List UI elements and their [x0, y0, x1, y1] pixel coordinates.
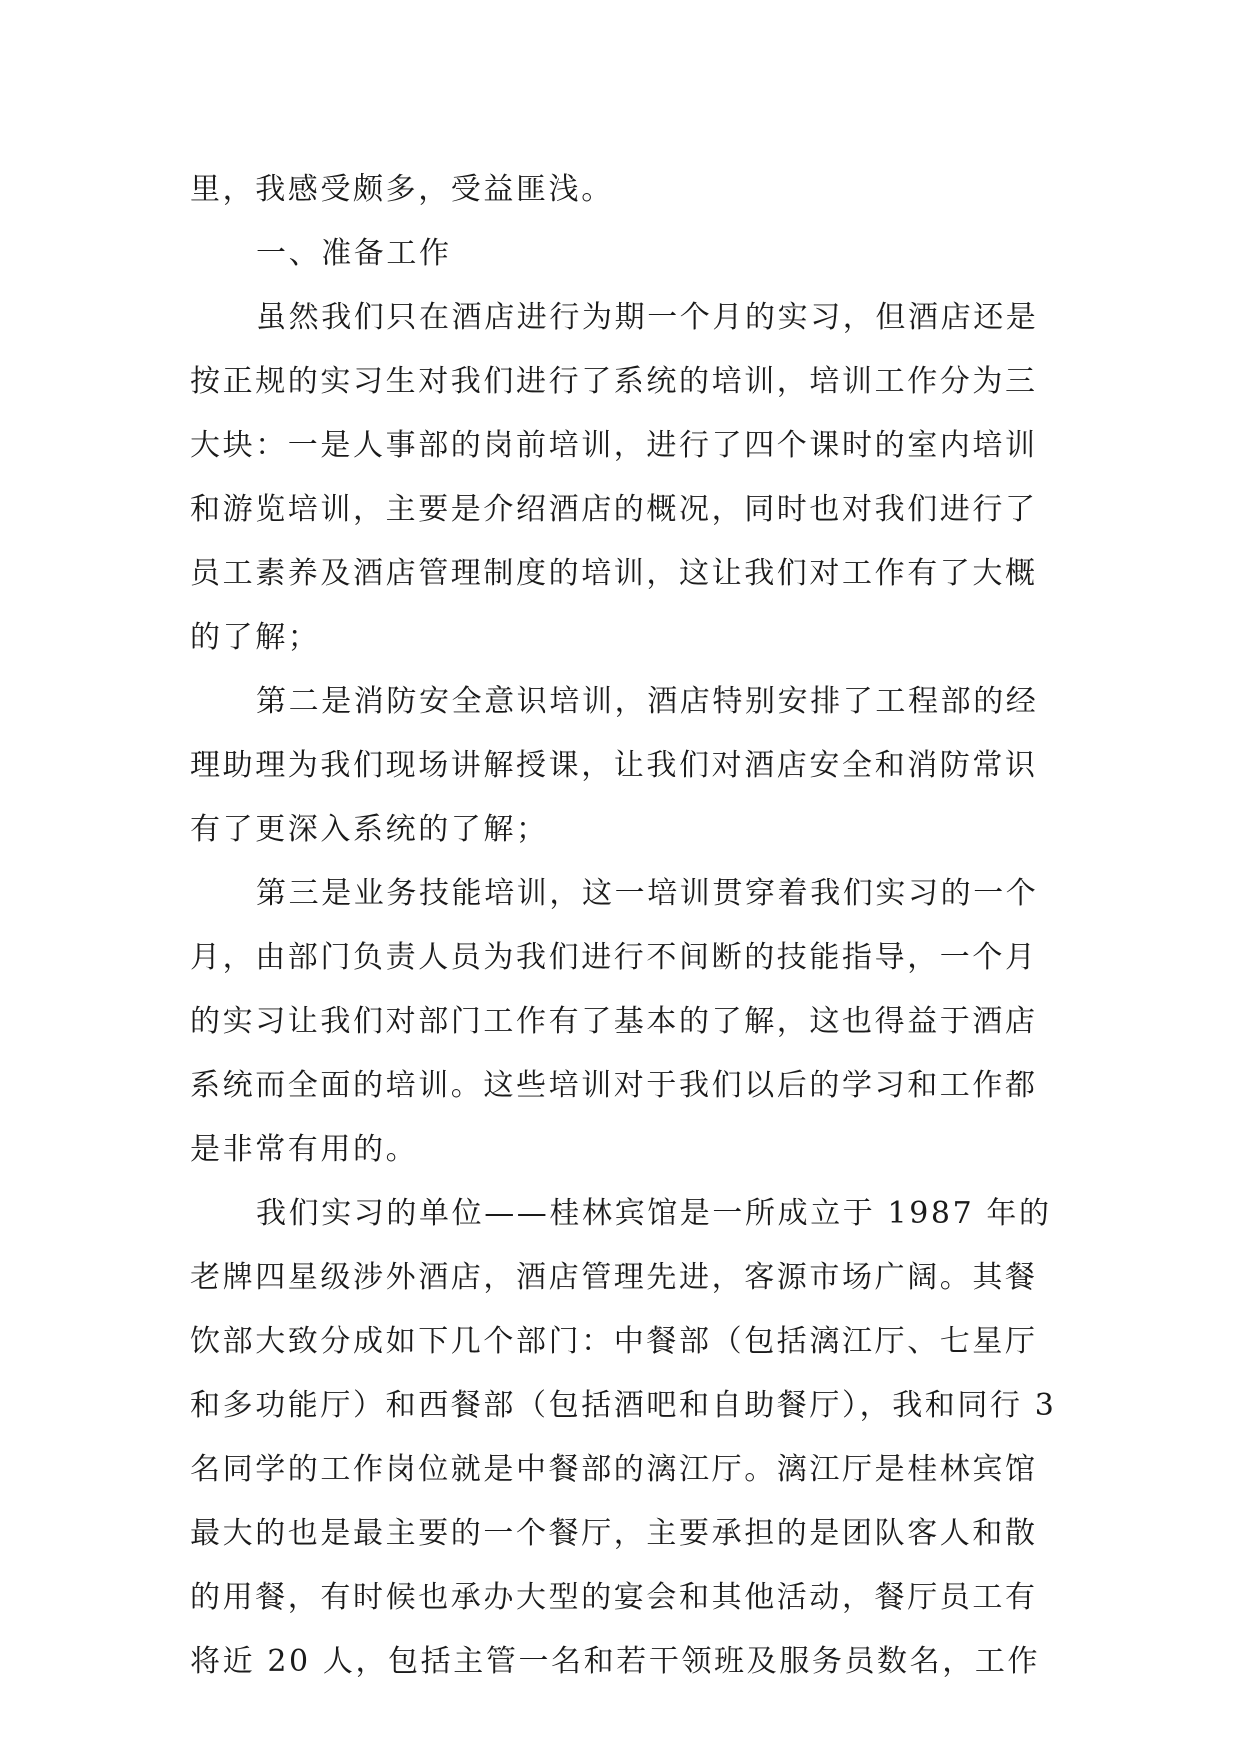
text-line: 的用餐，有时候也承办大型的宴会和其他活动，餐厅员工有 — [190, 1580, 1038, 1615]
text-line: 的实习让我们对部门工作有了基本的了解，这也得益于酒店 — [190, 1004, 1038, 1039]
text-line: 有了更深入系统的了解； — [190, 812, 549, 847]
text-line: 大块：一是人事部的岗前培训，进行了四个课时的室内培训 — [190, 428, 1038, 463]
text-line: 里，我感受颇多，受益匪浅。 — [190, 172, 614, 207]
text-line: 月，由部门负责人员为我们进行不间断的技能指导，一个月 — [190, 940, 1038, 975]
body-text — [190, 158, 1057, 1694]
text-line: 的了解； — [190, 620, 321, 655]
text-line: 饮部大致分成如下几个部门：中餐部（包括漓江厅、七星厅 — [190, 1324, 1038, 1359]
text-line: 名同学的工作岗位就是中餐部的漓江厅。漓江厅是桂林宾馆 — [190, 1452, 1038, 1487]
text-line: 员工素养及酒店管理制度的培训，这让我们对工作有了大概 — [190, 556, 1038, 591]
text-line: 最大的也是最主要的一个餐厅，主要承担的是团队客人和散 — [190, 1516, 1038, 1551]
text-line: 和游览培训，主要是介绍酒店的概况，同时也对我们进行了 — [190, 492, 1038, 527]
text-line: 第二是消防安全意识培训，酒店特别安排了工程部的经 — [256, 684, 1039, 719]
text-line: 是非常有用的。 — [190, 1132, 419, 1167]
text-line: 第三是业务技能培训，这一培训贯穿着我们实习的一个 — [256, 876, 1039, 911]
text-line: 和多功能厅）和西餐部（包括酒吧和自助餐厅），我和同行 3 — [190, 1388, 1057, 1423]
text-line: 我们实习的单位——桂林宾馆是一所成立于 1987 年的 — [256, 1196, 1052, 1231]
text-line: 一、准备工作 — [256, 236, 452, 271]
text-line: 系统而全面的培训。这些培训对于我们以后的学习和工作都 — [190, 1068, 1038, 1103]
text-line: 将近 20 人，包括主管一名和若干领班及服务员数名，工作 — [190, 1644, 1041, 1679]
text-line: 按正规的实习生对我们进行了系统的培训，培训工作分为三 — [190, 364, 1038, 399]
text-line: 老牌四星级涉外酒店，酒店管理先进，客源市场广阔。其餐 — [190, 1260, 1038, 1295]
text-line: 理助理为我们现场讲解授课，让我们对酒店安全和消防常识 — [190, 748, 1038, 783]
text-line: 虽然我们只在酒店进行为期一个月的实习，但酒店还是 — [256, 300, 1039, 335]
